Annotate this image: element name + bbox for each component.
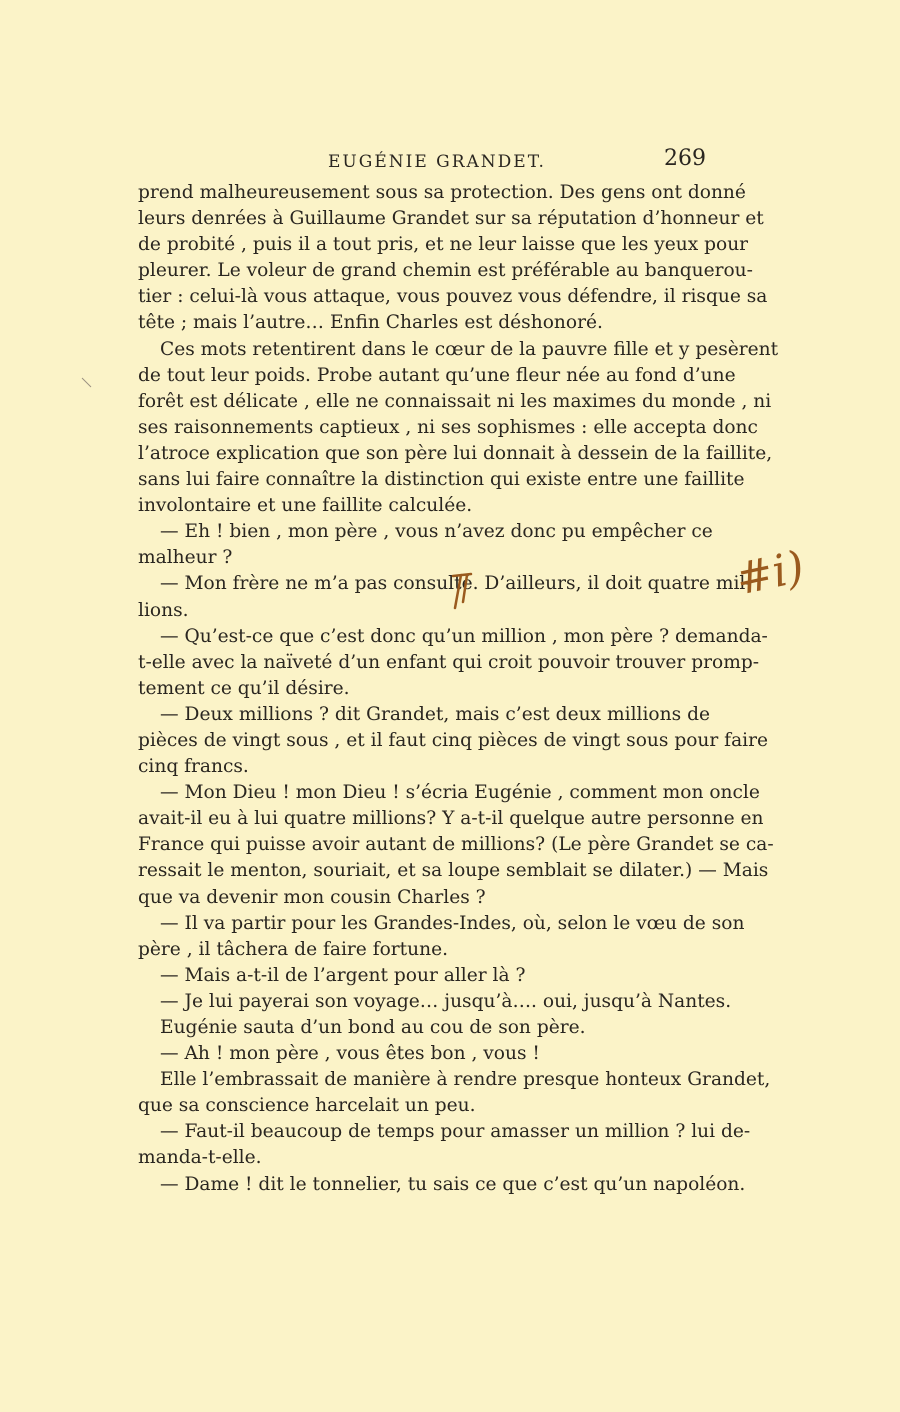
running-title: EUGÉNIE GRANDET.	[328, 152, 546, 172]
text-line: père , il tâchera de faire fortune.	[138, 938, 449, 960]
text-line: de tout leur poids. Probe autant qu’une fleur née au fond d’une	[138, 364, 736, 386]
text-line: cinq francs.	[138, 756, 249, 778]
text-line: tête ; mais l’autre… Enfin Charles est déshonoré.	[138, 312, 603, 334]
text-line: Eugénie sauta d’un bond au cou de son père.	[160, 1017, 586, 1038]
text-line: ses raisonnements captieux , ni ses sophismes : elle accepta donc	[138, 416, 758, 438]
text-line: sans lui faire connaître la distinction qui existe entre une faillite	[138, 469, 745, 491]
text-line: ressait le menton, souriait, et sa loupe semblait se dilater.) — Mais	[138, 860, 769, 882]
page-number: 269	[664, 146, 706, 171]
text-line: pièces de vingt sous , et il faut cinq pièces de vingt sous pour faire	[138, 729, 768, 751]
text-line: pleurer. Le voleur de grand chemin est préférable au banquerou-	[138, 260, 753, 282]
text-line: que sa conscience harcelait un peu.	[138, 1095, 476, 1117]
text-line: — Il va partir pour les Grandes-Indes, où, selon le vœu de son	[160, 912, 745, 934]
text-line: forêt est délicate , elle ne connaissait ni les maximes du monde , ni	[138, 390, 772, 412]
text-line: que va devenir mon cousin Charles ?	[138, 886, 486, 908]
text-line: Ces mots retentirent dans le cœur de la pauvre fille et y pesèrent	[160, 338, 779, 360]
text-line: — Deux millions ? dit Grandet, mais c’est deux millions de	[160, 703, 710, 725]
text-line: avait-il eu à lui quatre millions? Y a-t-il quelque autre personne en	[138, 808, 764, 830]
text-line: l’atroce explication que son père lui donnait à dessein de la faillite,	[138, 442, 773, 464]
text-line: tier : celui-là vous attaque, vous pouvez vous défendre, il risque sa	[138, 286, 768, 308]
text-line: — Dame ! dit le tonnelier, tu sais ce que c’est qu’un napoléon.	[160, 1173, 746, 1195]
proofreading-mark	[447, 572, 475, 610]
text-line: — Mon Dieu ! mon Dieu ! s’écria Eugénie , comment mon oncle	[160, 782, 760, 804]
text-line: — Ah ! mon père , vous êtes bon , vous !	[160, 1043, 540, 1065]
text-line: — Qu’est-ce que c’est donc qu’un million , mon père ? demanda-	[160, 625, 768, 647]
text-line: leurs denrées à Guillaume Grandet sur sa réputation d’honneur et	[138, 208, 764, 230]
text-line: t-elle avec la naïveté d’un enfant qui croit pouvoir trouver promp-	[138, 651, 760, 673]
handwritten-annotation: #i)	[731, 541, 809, 606]
text-line: tement ce qu’il désire.	[138, 677, 350, 699]
margin-pencil-tick	[80, 376, 94, 390]
text-line: — Faut-il beaucoup de temps pour amasser un million ? lui de-	[160, 1121, 751, 1143]
text-line: — Je lui payerai son voyage… jusqu’à…. oui, jusqu’à Nantes.	[160, 990, 732, 1012]
text-line: de probité , puis il a tout pris, et ne leur laisse que les yeux pour	[138, 234, 749, 256]
page-header	[138, 146, 710, 176]
text-line: — Eh ! bien , mon père , vous n’avez donc pu empêcher ce	[160, 521, 713, 543]
text-line: France qui puisse avoir autant de millions? (Le père Grandet se ca-	[138, 834, 774, 856]
text-line: — Mon frère ne m’a pas consulté. D’ailleurs, il doit quatre mil-	[160, 573, 752, 595]
text-line: prend malheureusement sous sa protection. Des gens ont donné	[138, 182, 746, 203]
text-line: involontaire et une faillite calculée.	[138, 495, 473, 517]
text-line: lions.	[138, 599, 189, 621]
text-line: — Mais a-t-il de l’argent pour aller là ?	[160, 964, 526, 986]
text-line: manda-t-elle.	[138, 1147, 262, 1169]
body-text	[138, 180, 779, 1198]
text-line: malheur ?	[138, 547, 233, 569]
text-line: Elle l’embrassait de manière à rendre presque honteux Grandet,	[160, 1069, 771, 1091]
